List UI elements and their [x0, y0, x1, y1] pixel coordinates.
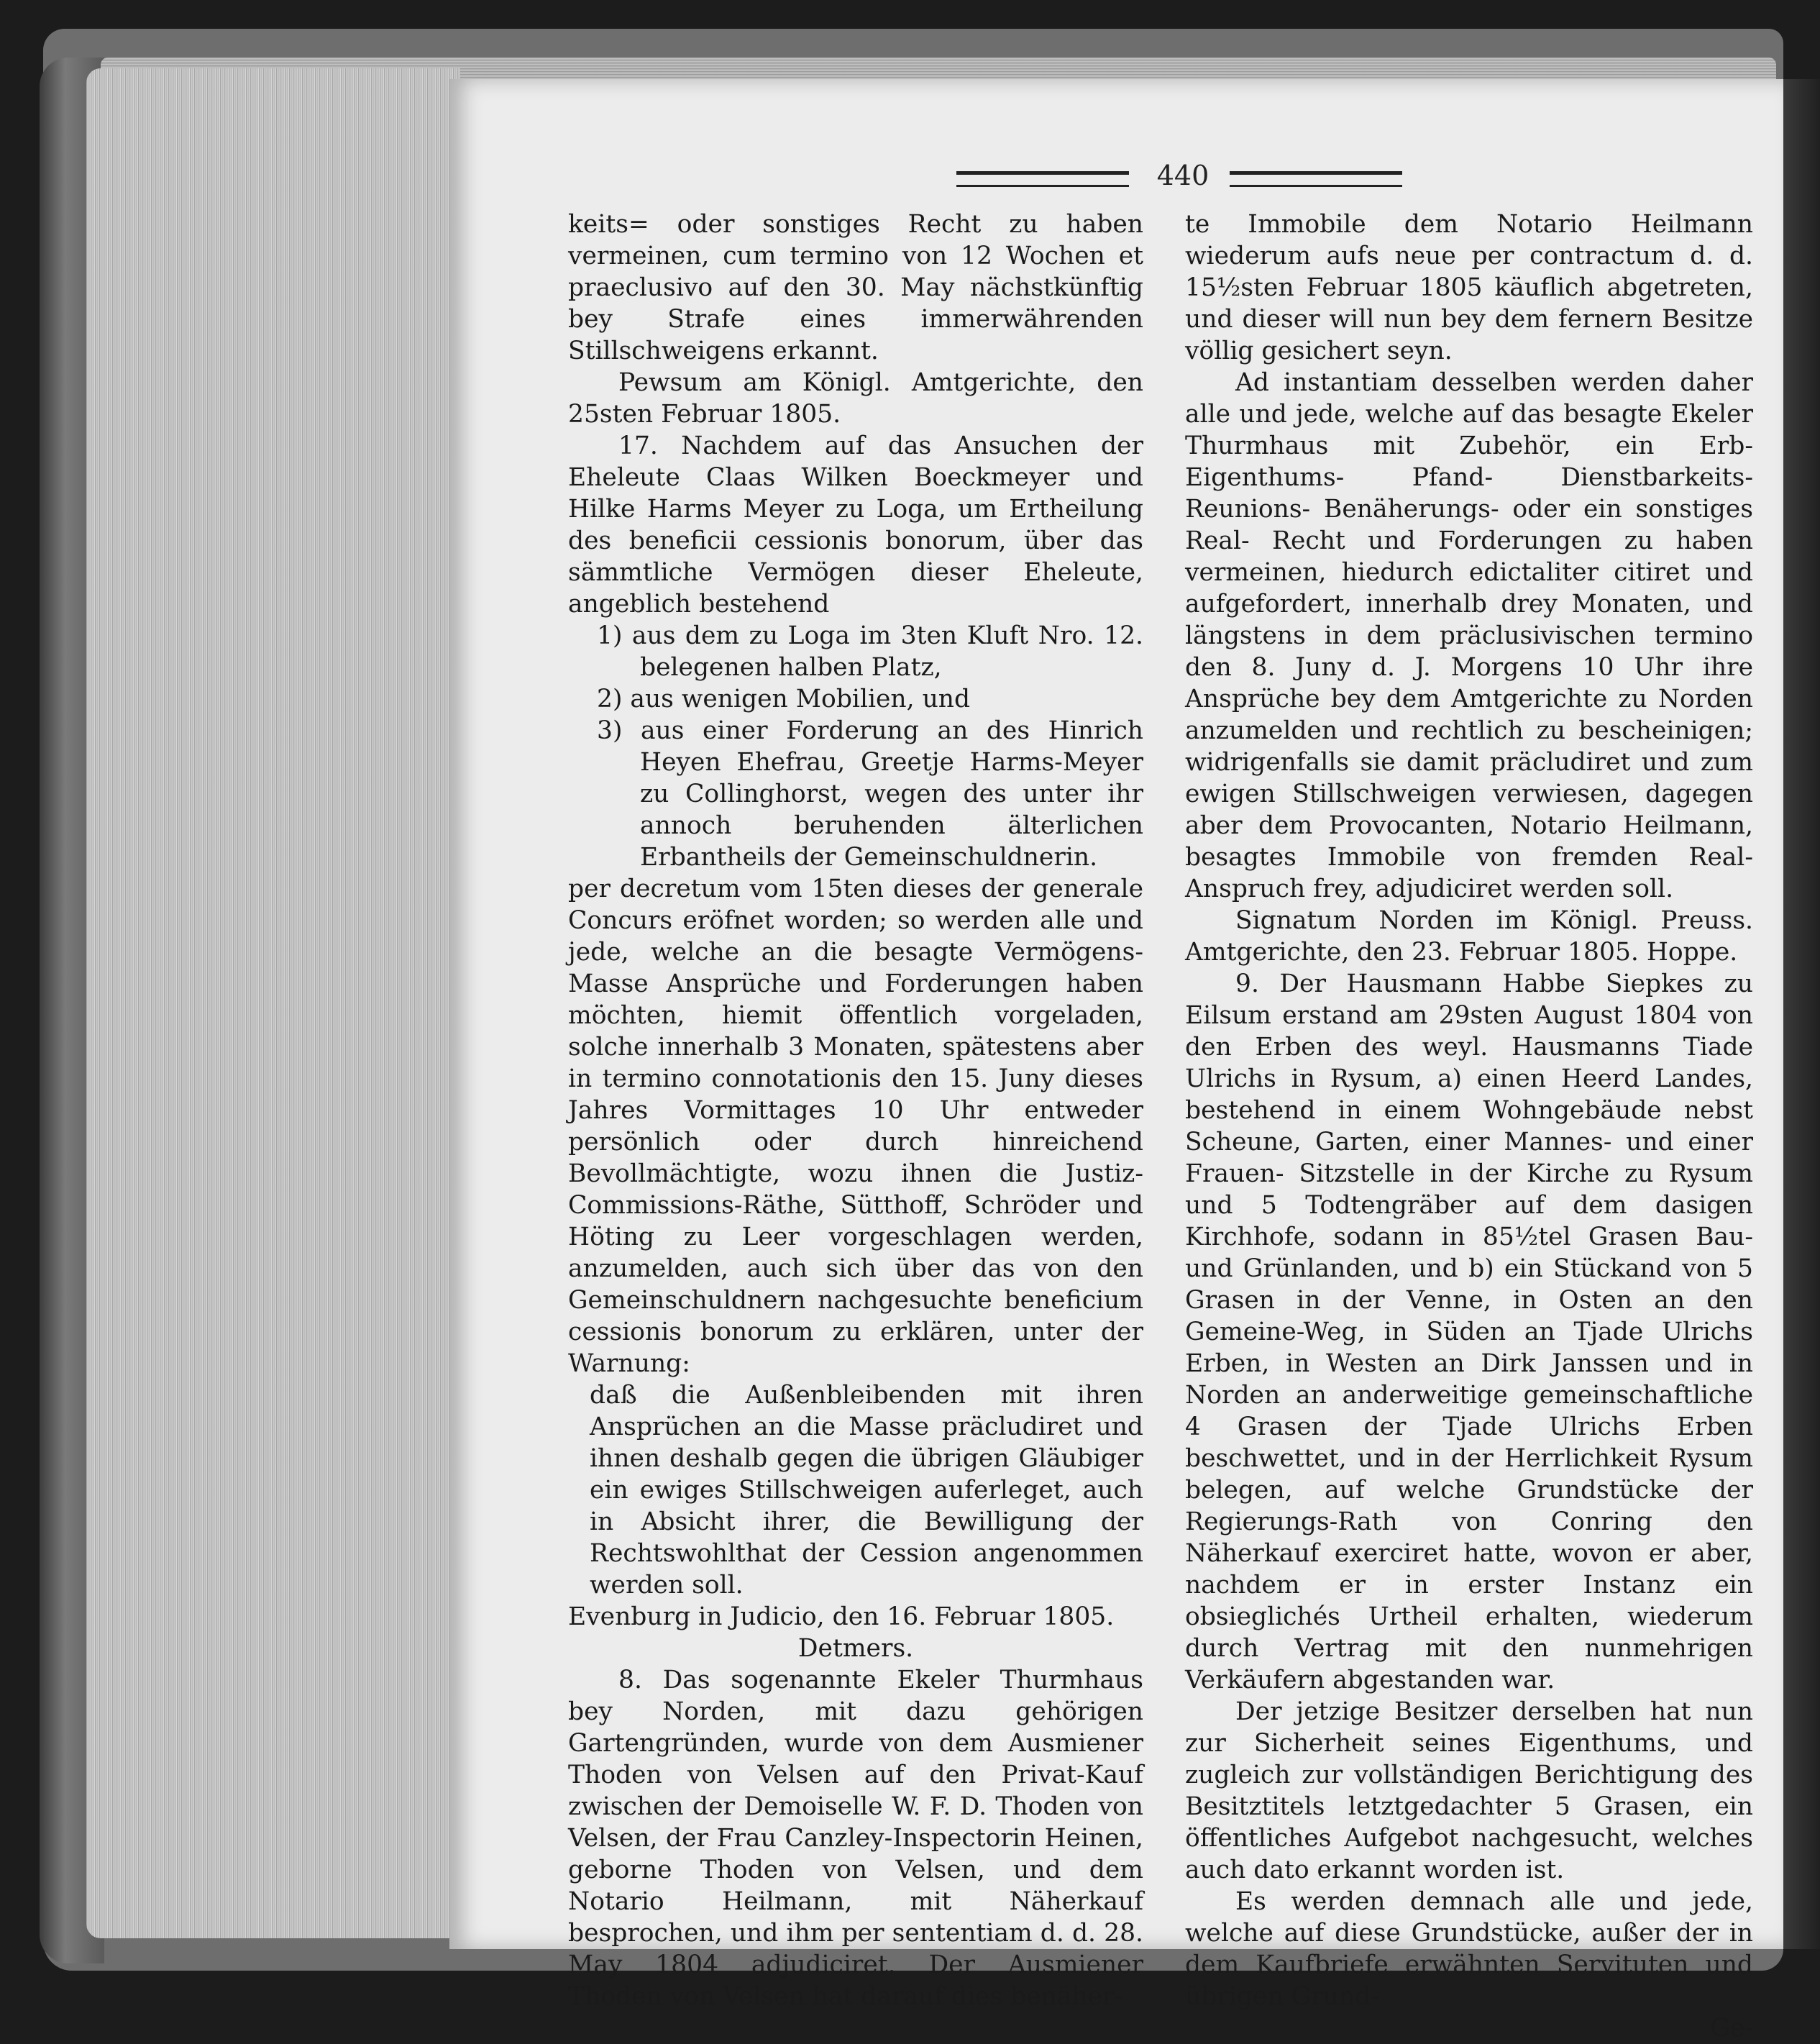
paragraph: Es werden demnach alle und jede, welche auf diese Grundstücke, außer der in dem Kaufbriefe erwähnten Servituten und übrigen Grund- [1185, 1887, 1753, 2011]
paragraph: Der jetzige Besitzer derselben hat nun zur Sicherheit seines Eigenthums, und zugleich zur vollständigen Berichtigung des Besitztitels letztgedachter 5 Grasen, ein öffentliches Aufgebot nachgesucht, welches auch dato erkannt worden ist. [1185, 1697, 1753, 1884]
paragraph: 1) aus dem zu Loga im 3ten Kluft Nro. 12. belegenen halben Platz, [597, 621, 1143, 682]
right-text-column [1185, 209, 1753, 2044]
paragraph: Signatum Norden im Königl. Preuss. Amtgerichte, den 23. Februar 1805. Hoppe. [1185, 906, 1753, 967]
paragraph: 8. Das sogenannte Ekeler Thurmhaus bey Norden, mit dazu gehörigen Gartengründen, wurde von dem Ausmiener Thoden von Velsen auf den Privat-Kauf zwischen der Demoiselle W. F. D. Thoden von Velsen, der Frau Canzley-Inspectorin Heinen, geborne Thoden von Velsen, und dem Notario Heilmann, mit Näherkauf besprochen, und ihm per sententiam d. d. 28. May 1804 adjudiciret. Der Ausmiener Thoden von Velsen hat darauf dies benäher- [568, 1666, 1143, 2011]
paragraph: 2) aus wenigen Mobilien, und [597, 685, 971, 713]
paragraph: 3) aus einer Forderung an des Hinrich Heyen Ehefrau, Greetje Harms-Meyer zu Collinghorst, wegen des unter ihr annoch beruhenden älterlichen Erbantheils der Gemeinschuldnerin. [597, 716, 1143, 872]
paragraph: Ge- [1710, 2014, 1753, 2043]
left-text-column [568, 209, 1143, 2012]
paragraph: daß die Außenbleibenden mit ihren Ansprüchen an die Masse präcludiret und ihnen deshalb gegen die übrigen Gläubiger ein ewiges Stillschweigen auferleget, auch in Absicht ihrer, die Bewilligung der Rechtswohlthat der Cession angenommen werden soll. [590, 1381, 1143, 1600]
header-rule-right [1230, 171, 1402, 187]
paragraph: Ad instantiam desselben werden daher alle und jede, welche auf das besagte Ekeler Thurmhaus mit Zubehör, ein Erb- Eigenthums- Pfand- Dienstbarkeits- Reunions- Benäherungs- oder ein sonstiges Real- Recht und Forderungen zu haben vermeinen, hiedurch edictaliter citiret und aufgefordert, innerhalb drey Monaten, und längstens in dem präclusivischen termino den 8. Juny d. J. Morgens 10 Uhr ihre Ansprüche bey dem Amtgerichte zu Norden anzumelden und rechtlich zu bescheinigen; widrigenfalls sie damit präcludiret und zum ewigen Stillschweigen verwiesen, dagegen aber dem Provocanten, Notario Heilmann, besagtes Immobile von fremden Real-Anspruch frey, adjudiciret werden soll. [1185, 368, 1753, 903]
page-number: 440 [1156, 160, 1209, 191]
paragraph: Pewsum am Königl. Amtgerichte, den 25sten Februar 1805. [568, 368, 1143, 429]
page-header [956, 160, 1402, 196]
header-rule-left [956, 171, 1129, 187]
paragraph: keits= oder sonstiges Recht zu haben vermeinen, cum termino von 12 Wochen et praeclusivo auf den 30. May nächstkünftig bey Strafe eines immerwährenden Stillschweigens erkannt. [568, 210, 1143, 365]
paragraph: 17. Nachdem auf das Ansuchen der Eheleute Claas Wilken Boeckmeyer und Hilke Harms Meyer zu Loga, um Ertheilung des beneficii cessionis bonorum, über das sämmtliche Vermögen dieser Eheleute, angeblich bestehend [568, 432, 1143, 619]
paragraph: te Immobile dem Notario Heilmann wiederum aufs neue per contractum d. d. 15½sten Februar 1805 käuflich abgetreten, und dieser will nun bey dem fernern Besitze völlig gesichert seyn. [1185, 210, 1753, 365]
paragraph: 9. Der Hausmann Habbe Siepkes zu Eilsum erstand am 29sten August 1804 von den Erben des weyl. Hausmanns Tiade Ulrichs in Rysum, a) einen Heerd Landes, bestehend in einem Wohngebäude nebst Scheune, Garten, einer Mannes- und einer Frauen- Sitzstelle in der Kirche zu Rysum und 5 Todtengräber auf dem dasigen Kirchhofe, sodann in 85½tel Grasen Bau- und Grünlanden, und b) ein Stückand von 5 Grasen in der Venne, in Osten an den Gemeine-Weg, in Süden an Tjade Ulrichs Erben, in Westen an Dirk Janssen und in Norden an anderweitige gemeinschaftliche 4 Grasen der Tjade Ulrichs Erben beschwettet, und in der Herrlichkeit Rysum belegen, auf welche Grundstücke der Regierungs-Rath von Conring den Näherkauf exerciret hatte, wovon er aber, nachdem er in erster Instanz ein obsieglichés Urtheil erhalten, wiederum durch Vertrag mit den nunmehrigen Verkäufern abgestanden war. [1185, 969, 1753, 1694]
paragraph: Evenburg in Judicio, den 16. Februar 1805. [568, 1602, 1115, 1631]
page-fold-shadow [1783, 79, 1820, 1949]
page-stack-side-edge [86, 68, 460, 1938]
paragraph: per decretum vom 15ten dieses der generale Concurs eröfnet worden; so werden alle und jede, welche an die besagte Vermögens-Masse Ansprüche und Forderungen haben möchten, hiemit öffentlich vorgeladen, solche innerhalb 3 Monaten, spätestens aber in termino connotationis den 15. Juny dieses Jahres Vormittages 10 Uhr entweder persönlich oder durch hinreichend Bevollmächtigte, wozu ihnen die Justiz-Commissions-Räthe, Sütthoff, Schröder und Höting zu Leer vorgeschlagen werden, anzumelden, auch sich über das von den Gemeinschuldnern nachgesuchte beneficium cessionis bonorum zu erklären, unter der Warnung: [568, 875, 1143, 1378]
paragraph: Detmers. [797, 1634, 914, 1663]
